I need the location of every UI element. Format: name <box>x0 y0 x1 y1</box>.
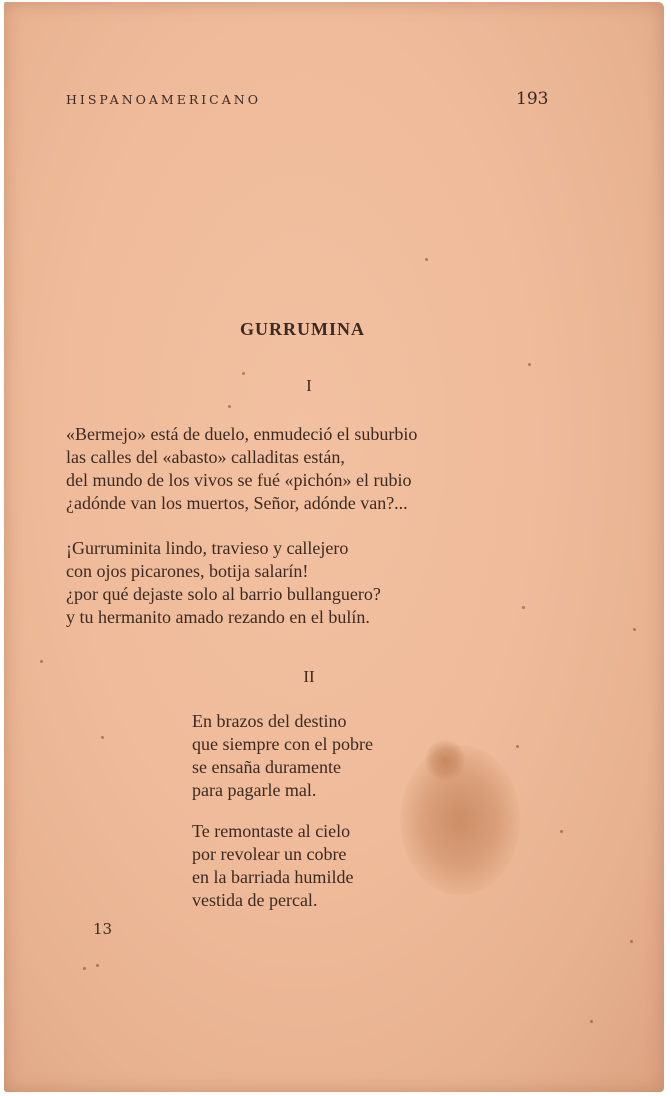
poem-line: Te remontaste al cielo <box>192 821 351 841</box>
paper-speck <box>516 745 519 748</box>
poem-line: «Bermejo» está de duelo, enmudeció el suburbio <box>66 424 418 444</box>
water-stain <box>425 740 465 780</box>
section-numeral: I <box>306 376 312 395</box>
page-number: 193 <box>516 89 549 109</box>
paper-speck <box>40 660 43 663</box>
paper-speck <box>522 606 525 609</box>
paper-speck <box>101 736 104 739</box>
paper-speck <box>590 1020 593 1023</box>
poem-line: para pagarle mal. <box>192 780 317 800</box>
poem-title: GURRUMINA <box>240 319 365 339</box>
poem-line: En brazos del destino <box>192 711 347 731</box>
poem-line: por revolear un cobre <box>192 844 347 864</box>
paper-speck <box>630 940 633 943</box>
paper-speck <box>228 405 231 408</box>
poem-line: ¿adónde van los muertos, Señor, adónde van?... <box>66 493 408 513</box>
paper-speck <box>242 372 245 375</box>
poem-line: ¡Gurruminita lindo, travieso y callejero <box>66 538 349 558</box>
poem-line: y tu hermanito amado rezando en el bulín. <box>66 607 370 627</box>
poem-line: vestida de percal. <box>192 890 318 910</box>
poem-line: que siempre con el pobre <box>192 734 373 754</box>
signature-mark: 13 <box>93 920 113 938</box>
poem-line: del mundo de los vivos se fué «pichón» el rubio <box>66 470 412 490</box>
running-head: HISPANOAMERICANO <box>66 92 261 107</box>
poem-line: se ensaña duramente <box>192 757 341 777</box>
poem-line: en la barriada humilde <box>192 867 354 887</box>
paper-speck <box>83 967 86 970</box>
paper-speck <box>560 830 563 833</box>
poem-line: con ojos picarones, botija salarín! <box>66 561 309 581</box>
paper-speck <box>528 363 531 366</box>
paper-speck <box>633 628 636 631</box>
poem-line: ¿por qué dejaste solo al barrio bullanguero? <box>66 584 381 604</box>
paper-speck <box>96 964 99 967</box>
paper-speck <box>425 258 428 261</box>
section-numeral: II <box>303 667 315 686</box>
poem-line: las calles del «abasto» calladitas están, <box>66 447 345 467</box>
